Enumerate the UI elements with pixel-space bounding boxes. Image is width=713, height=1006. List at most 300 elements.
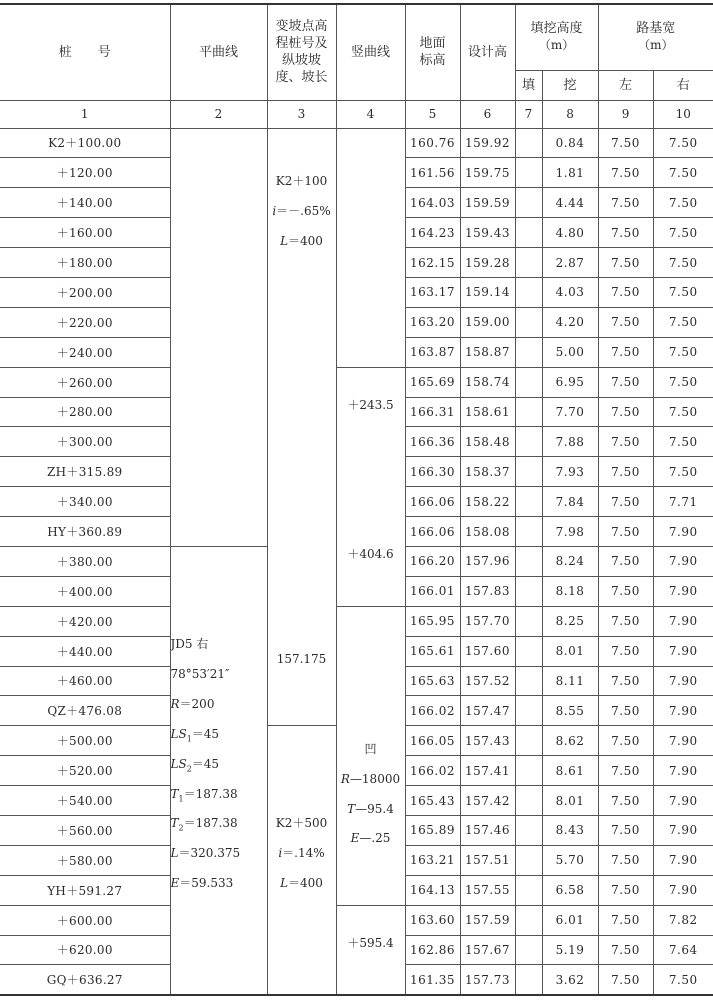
blank-line [268,412,336,442]
tangent-length-2-subscript: 2 [178,823,184,833]
right-width-cell: 7.50 [653,218,713,248]
cut-height-cell: 4.44 [542,188,598,218]
column-number: 8 [542,100,598,128]
blank-line [268,382,336,412]
right-width-cell: 7.90 [653,786,713,816]
header-left: 左 [598,70,653,100]
grade-station-value: K2＋100 [275,173,328,188]
vertical-external-value: —.25 [359,831,391,846]
design-elevation-cell: 157.70 [460,606,515,636]
cut-height-cell: 8.18 [542,576,598,606]
header-roadbed-label: 路基宽 [636,21,676,37]
column-number: 10 [653,100,713,128]
vertical-radius [337,771,405,801]
grade-percent-symbol: i [272,203,277,218]
design-elevation-cell: 157.73 [460,965,515,995]
design-elevation-cell: 158.37 [460,457,515,487]
fill-height-cell [515,188,542,218]
grade-length [268,875,336,905]
column-number: 7 [515,100,542,128]
blank-line [337,457,405,487]
tangent-length-2-symbol: T [170,816,179,831]
ground-elevation-cell: 162.86 [405,935,460,965]
cut-height-cell: 8.62 [542,726,598,756]
blank-line [268,532,336,562]
table-row [0,606,713,636]
design-elevation-cell: 157.83 [460,576,515,606]
tangent-length-2 [171,815,267,845]
cut-height-cell: 6.95 [542,367,598,397]
left-width-cell: 7.50 [598,307,653,337]
grade-percent [268,845,336,875]
design-elevation-cell: 157.47 [460,696,515,726]
vertical-external-symbol: E [350,831,360,846]
column-number: 2 [170,100,267,128]
tangent-length-1 [171,786,267,816]
left-width-cell: 7.50 [598,576,653,606]
blank-line [268,322,336,352]
fill-height-cell [515,546,542,576]
spiral-length-2 [171,756,267,786]
station-cell: GQ＋636.27 [0,965,170,995]
fill-height-cell [515,965,542,995]
left-width-cell: 7.50 [598,935,653,965]
blank-line [337,487,405,517]
station-cell: ＋260.00 [0,367,170,397]
cut-height-cell: 0.84 [542,128,598,158]
left-width-cell: 7.50 [598,457,653,487]
grade-length-value: ＝400 [288,233,323,248]
header-grade-change [267,4,336,100]
station-cell: ZH＋315.89 [0,457,170,487]
right-width-cell: 7.50 [653,188,713,218]
column-number: 5 [405,100,460,128]
blank-line [337,517,405,547]
jd-label: JD5 右 [170,637,209,652]
subgrade-design-table [0,3,713,996]
design-elevation-cell: 157.55 [460,875,515,905]
fill-height-cell [515,756,542,786]
fill-height-cell [515,487,542,517]
design-elevation-cell: 158.61 [460,397,515,427]
design-elevation-cell: 159.92 [460,128,515,158]
station-cell: ＋300.00 [0,427,170,457]
left-width-cell: 7.50 [598,786,653,816]
cut-height-cell: 7.93 [542,457,598,487]
design-elevation-cell: 159.14 [460,277,515,307]
vertical-external [337,830,405,860]
left-width-cell: 7.50 [598,277,653,307]
cut-height-cell: 5.00 [542,337,598,367]
design-elevation-cell: 157.67 [460,935,515,965]
column-number: 4 [336,100,405,128]
pvi-elevation: 157.175 [276,652,327,667]
ground-elevation-cell: 166.31 [405,397,460,427]
cut-height-cell: 8.24 [542,546,598,576]
header-ground-line: 标高 [419,53,446,69]
fill-height-cell [515,307,542,337]
right-width-cell: 7.90 [653,726,713,756]
grade-segment-2 [267,726,336,996]
header-ground-line: 地面 [419,36,446,52]
blank-line [268,621,336,651]
design-elevation-cell: 159.00 [460,307,515,337]
spiral-length-1-symbol: LS [170,726,187,741]
tangent-length-1-value: ＝187.38 [183,786,238,801]
right-width-cell: 7.71 [653,487,713,517]
table-row [0,905,713,935]
ground-elevation-cell: 161.56 [405,158,460,188]
column-number: 1 [0,100,170,128]
design-elevation-cell: 157.51 [460,845,515,875]
header-vertical-curve: 竖曲线 [336,4,405,100]
ground-elevation-cell: 166.36 [405,427,460,457]
ground-elevation-cell: 163.60 [405,905,460,935]
header-grade-change-line: 度、坡长 [275,70,328,86]
station-cell: ＋340.00 [0,487,170,517]
left-width-cell: 7.50 [598,965,653,995]
station-cell: ＋560.00 [0,815,170,845]
fill-height-cell [515,517,542,547]
fill-height-cell [515,786,542,816]
ground-elevation-cell: 163.17 [405,277,460,307]
design-elevation-cell: 157.52 [460,666,515,696]
right-width-cell: 7.90 [653,815,713,845]
station-cell: ＋400.00 [0,576,170,606]
curve-length [171,845,267,875]
right-width-cell: 7.50 [653,367,713,397]
cut-height-cell: 5.70 [542,845,598,875]
grade-percent-symbol: i [278,846,283,861]
left-width-cell: 7.50 [598,218,653,248]
column-number: 9 [598,100,653,128]
right-width-cell: 7.50 [653,158,713,188]
ground-elevation-cell: 166.02 [405,756,460,786]
station-cell: ＋200.00 [0,277,170,307]
grade-length-symbol: L [280,233,289,248]
right-width-cell: 7.50 [653,457,713,487]
left-width-cell: 7.50 [598,337,653,367]
tangent-length-2-value: ＝187.38 [183,816,238,831]
design-elevation-cell: 157.59 [460,905,515,935]
header-cut: 挖 [542,70,598,100]
header-roadbed-width [598,4,713,70]
cut-height-cell: 2.87 [542,248,598,278]
ground-elevation-cell: 166.01 [405,576,460,606]
ground-elevation-cell: 166.20 [405,546,460,576]
ground-elevation-cell: 166.05 [405,726,460,756]
ground-elevation-cell: 165.95 [405,606,460,636]
grade-station [268,173,336,203]
station-cell: ＋180.00 [0,248,170,278]
station-cell: ＋580.00 [0,845,170,875]
left-width-cell: 7.50 [598,815,653,845]
cut-height-cell: 7.88 [542,427,598,457]
grade-percent-value: ＝.14% [282,846,325,861]
station-cell: YH＋591.27 [0,875,170,905]
station-cell: ＋240.00 [0,337,170,367]
design-elevation-cell: 157.46 [460,815,515,845]
fill-height-cell [515,158,542,188]
left-width-cell: 7.50 [598,517,653,547]
design-elevation-cell: 157.60 [460,636,515,666]
left-width-cell: 7.50 [598,546,653,576]
design-elevation-cell: 157.42 [460,786,515,816]
vertical-curve-type: 凹 [364,741,377,756]
blank-line [337,651,405,681]
right-width-cell: 7.64 [653,935,713,965]
cut-height-cell: 8.43 [542,815,598,845]
cut-height-cell: 8.25 [542,606,598,636]
design-elevation-cell: 158.87 [460,337,515,367]
design-elevation-cell: 157.96 [460,546,515,576]
header-right: 右 [653,70,713,100]
blank-line [268,442,336,472]
fill-height-cell [515,905,542,935]
grade-length-symbol: L [280,876,289,891]
design-elevation-cell: 157.43 [460,726,515,756]
deflection-angle: 78°53′21″ [170,667,230,682]
station-cell: ＋540.00 [0,786,170,816]
fill-height-cell [515,606,542,636]
radius-value: ＝200 [179,696,215,711]
vertical-curve-end: ＋404.6 [347,547,394,562]
vertical-curve-start: ＋243.5 [347,398,394,413]
left-width-cell: 7.50 [598,875,653,905]
header-cut-fill-unit: （m） [538,38,575,53]
station-cell: ＋220.00 [0,307,170,337]
right-width-cell: 7.90 [653,517,713,547]
right-width-cell: 7.90 [653,696,713,726]
ground-elevation-cell: 166.06 [405,487,460,517]
external-distance [171,875,267,905]
cut-height-cell: 8.61 [542,756,598,786]
right-width-cell: 7.50 [653,427,713,457]
tangent-length-1-symbol: T [170,786,179,801]
left-width-cell: 7.50 [598,845,653,875]
cut-height-cell: 4.80 [542,218,598,248]
left-width-cell: 7.50 [598,696,653,726]
cut-height-cell: 4.03 [542,277,598,307]
ground-elevation-cell: 166.06 [405,517,460,547]
station-cell: ＋160.00 [0,218,170,248]
left-width-cell: 7.50 [598,427,653,457]
ground-elevation-cell: 165.89 [405,815,460,845]
vertical-radius-symbol: R [340,771,350,786]
external-distance-value: ＝59.533 [179,876,234,891]
fill-height-cell [515,726,542,756]
tangent-length-1-subscript: 1 [178,793,184,803]
grade-length-value: ＝400 [288,876,323,891]
vertical-tangent-symbol: T [347,801,356,816]
left-width-cell: 7.50 [598,158,653,188]
header-cut-fill-label: 填挖高度 [530,21,583,37]
cut-height-cell: 7.84 [542,487,598,517]
ground-elevation-cell: 166.30 [405,457,460,487]
ground-elevation-cell: 163.87 [405,337,460,367]
fill-height-cell [515,815,542,845]
vertical-tangent [337,801,405,831]
fill-height-cell [515,128,542,158]
cut-height-cell: 5.19 [542,935,598,965]
vertical-curve-none [336,128,405,367]
design-elevation-cell: 158.74 [460,367,515,397]
fill-height-cell [515,636,542,666]
ground-elevation-cell: 165.63 [405,666,460,696]
left-width-cell: 7.50 [598,367,653,397]
blank-line [337,681,405,711]
right-width-cell: 7.50 [653,397,713,427]
spiral-length-2-symbol: LS [170,756,187,771]
cut-height-cell: 8.11 [542,666,598,696]
ground-elevation-cell: 166.02 [405,696,460,726]
design-elevation-cell: 159.43 [460,218,515,248]
right-width-cell: 7.50 [653,965,713,995]
grade-station: K2＋500 [275,816,328,831]
left-width-cell: 7.50 [598,636,653,666]
right-width-cell: 7.90 [653,666,713,696]
station-cell: ＋500.00 [0,726,170,756]
grade-percent-value: ＝－.65% [276,203,331,218]
ground-elevation-cell: 165.43 [405,786,460,816]
cut-height-cell: 8.01 [542,636,598,666]
grade-percent [268,203,336,233]
station-cell: ＋600.00 [0,905,170,935]
column-number: 3 [267,100,336,128]
left-width-cell: 7.50 [598,666,653,696]
ground-elevation-cell: 160.76 [405,128,460,158]
vertical-curve-2 [336,905,405,995]
fill-height-cell [515,397,542,427]
blank-line [268,591,336,621]
vertical-curve-start: ＋595.4 [347,936,394,951]
cut-height-cell: 8.01 [542,786,598,816]
radius-symbol: R [170,696,180,711]
right-width-cell: 7.50 [653,128,713,158]
blank-line [337,427,405,457]
curve-length-value: ＝320.375 [178,846,241,861]
header-roadbed-unit: （m） [638,38,674,53]
design-elevation-cell: 158.22 [460,487,515,517]
left-width-cell: 7.50 [598,905,653,935]
right-width-cell: 7.82 [653,905,713,935]
cut-height-cell: 8.55 [542,696,598,726]
design-elevation-cell: 159.59 [460,188,515,218]
radius [171,696,267,726]
fill-height-cell [515,248,542,278]
header-horizontal-curve: 平曲线 [170,4,267,100]
right-width-cell: 7.50 [653,337,713,367]
fill-height-cell [515,367,542,397]
cut-height-cell: 3.62 [542,965,598,995]
blank-line [268,292,336,322]
design-elevation-cell: 158.08 [460,517,515,547]
vertical-curve-1 [336,367,405,606]
station-cell: ＋520.00 [0,756,170,786]
station-cell: ＋420.00 [0,606,170,636]
horizontal-curve-jd5 [170,546,267,995]
cut-height-cell: 7.70 [542,397,598,427]
station-cell: ＋440.00 [0,636,170,666]
left-width-cell: 7.50 [598,397,653,427]
station-cell: ＋120.00 [0,158,170,188]
header-grade-change-line: 纵坡坡 [281,53,321,69]
header-cut-fill [515,4,598,70]
right-width-cell: 7.90 [653,606,713,636]
fill-height-cell [515,875,542,905]
station-cell: HY＋360.89 [0,517,170,547]
ground-elevation-cell: 164.03 [405,188,460,218]
table-row [0,367,713,397]
cut-height-cell: 4.20 [542,307,598,337]
vertical-radius-value: —18000 [349,771,401,786]
blank-line [268,352,336,382]
right-width-cell: 7.90 [653,756,713,786]
spiral-length-1-value: ＝45 [191,726,220,741]
curve-length-symbol: L [170,846,179,861]
grade-length [268,233,336,263]
ground-elevation-cell: 164.13 [405,875,460,905]
ground-elevation-cell: 165.69 [405,367,460,397]
blank-line [268,263,336,293]
left-width-cell: 7.50 [598,756,653,786]
design-elevation-cell: 159.75 [460,158,515,188]
external-distance-symbol: E [170,876,180,891]
left-width-cell: 7.50 [598,128,653,158]
blank-line [268,472,336,502]
right-width-cell: 7.50 [653,248,713,278]
left-width-cell: 7.50 [598,188,653,218]
fill-height-cell [515,845,542,875]
design-elevation-cell: 159.28 [460,248,515,278]
ground-elevation-cell: 163.21 [405,845,460,875]
fill-height-cell [515,218,542,248]
vertical-curve-sag [336,606,405,905]
fill-height-cell [515,935,542,965]
horizontal-curve-tangent [170,128,267,546]
station-cell: ＋280.00 [0,397,170,427]
column-number: 6 [460,100,515,128]
blank-line [268,502,336,532]
ground-elevation-cell: 161.35 [405,965,460,995]
fill-height-cell [515,277,542,307]
right-width-cell: 7.90 [653,875,713,905]
header-design-elevation: 设计高 [460,4,515,100]
header-grade-change-line: 程桩号及 [275,36,328,52]
ground-elevation-cell: 165.61 [405,636,460,666]
right-width-cell: 7.90 [653,546,713,576]
ground-elevation-cell: 164.23 [405,218,460,248]
station-cell: ＋460.00 [0,666,170,696]
station-cell: ＋140.00 [0,188,170,218]
spiral-length-1-subscript: 1 [186,734,192,744]
design-elevation-cell: 157.41 [460,756,515,786]
fill-height-cell [515,457,542,487]
station-cell: ＋620.00 [0,935,170,965]
grade-segment-1 [267,128,336,726]
left-width-cell: 7.50 [598,248,653,278]
right-width-cell: 7.90 [653,845,713,875]
fill-height-cell [515,666,542,696]
table-row [0,128,713,158]
vertical-tangent-value: —95.4 [355,801,394,816]
right-width-cell: 7.90 [653,636,713,666]
left-width-cell: 7.50 [598,487,653,517]
fill-height-cell [515,337,542,367]
cut-height-cell: 6.01 [542,905,598,935]
cut-height-cell: 7.98 [542,517,598,547]
spiral-length-2-subscript: 2 [186,764,192,774]
